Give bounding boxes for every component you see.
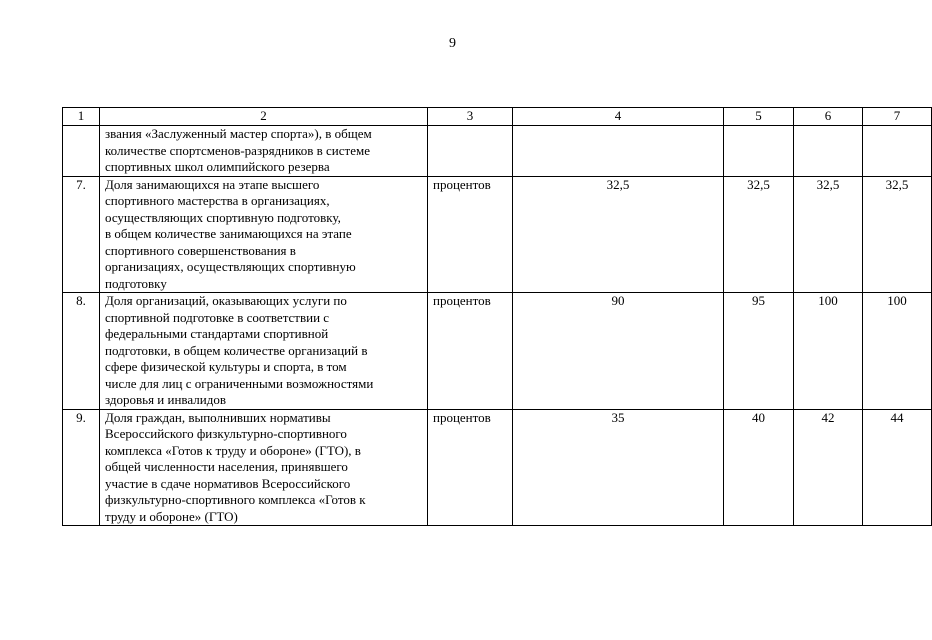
- indicator-name-line: спортивного мастерства в организациях,: [105, 193, 330, 208]
- value-col7: 100: [863, 293, 932, 410]
- indicator-name-line: общей численности населения, принявшего: [105, 459, 348, 474]
- indicator-name-line: числе для лиц с ограниченными возможностями: [105, 375, 374, 391]
- column-header-5: 5: [724, 108, 794, 126]
- header-row: [63, 108, 932, 126]
- value-col4: 90: [513, 293, 724, 410]
- indicator-name-line: осуществляющих спортивную подготовку,: [105, 209, 341, 225]
- value-col6: 100: [794, 293, 863, 410]
- page-number: 9: [449, 36, 456, 51]
- indicator-name: [100, 293, 428, 410]
- indicator-name-line: Доля организаций, оказывающих услуги по: [105, 293, 347, 308]
- indicator-name-line: в общем количестве занимающихся на этапе: [105, 226, 352, 241]
- column-header-7: 7: [863, 108, 932, 126]
- indicator-name-line: спортивного совершенствования в: [105, 242, 296, 258]
- unit-cell: [428, 126, 513, 177]
- indicator-name-line: комплекса «Готов к труду и обороне» (ГТО), в: [105, 442, 361, 458]
- unit-cell: процентов: [428, 409, 513, 526]
- value-col7: 44: [863, 409, 932, 526]
- value-col5: 40: [724, 409, 794, 526]
- column-header-3: 3: [428, 108, 513, 126]
- table-row: [63, 293, 932, 410]
- value-col7: [863, 126, 932, 177]
- row-number: [63, 126, 100, 177]
- indicator-name: [100, 176, 428, 293]
- table-row: [63, 176, 932, 293]
- row-number: 7.: [63, 176, 100, 293]
- value-col5: [724, 126, 794, 177]
- value-col4: [513, 126, 724, 177]
- table-row: [63, 126, 932, 177]
- value-col4: 32,5: [513, 176, 724, 293]
- value-col4: 35: [513, 409, 724, 526]
- indicator-name-line: звания «Заслуженный мастер спорта»), в общем: [105, 126, 372, 141]
- unit-cell: процентов: [428, 293, 513, 410]
- value-col6: [794, 126, 863, 177]
- indicators-table: [62, 107, 932, 526]
- table-row: [63, 409, 932, 526]
- value-col5: 32,5: [724, 176, 794, 293]
- column-header-4: 4: [513, 108, 724, 126]
- indicator-name-line: количестве спортсменов-разрядников в системе: [105, 142, 370, 158]
- value-col6: 32,5: [794, 176, 863, 293]
- indicator-name-line: здоровья и инвалидов: [105, 392, 226, 407]
- column-header-2: 2: [100, 108, 428, 126]
- value-col6: 42: [794, 409, 863, 526]
- indicator-name: [100, 126, 428, 177]
- value-col7: 32,5: [863, 176, 932, 293]
- column-header-6: 6: [794, 108, 863, 126]
- indicator-name-line: подготовки, в общем количестве организаций в: [105, 342, 368, 358]
- indicator-name-line: спортивных школ олимпийского резерва: [105, 159, 330, 174]
- indicator-name-line: спортивной подготовке в соответствии с: [105, 309, 330, 325]
- indicator-name-line: Всероссийского физкультурно-спортивного: [105, 426, 347, 441]
- indicator-name-line: организациях, осуществляющих спортивную: [105, 259, 356, 274]
- indicator-name-line: подготовку: [105, 275, 167, 291]
- indicator-name: [100, 409, 428, 526]
- indicator-name-line: Доля занимающихся на этапе высшего: [105, 176, 320, 192]
- indicator-name-line: сфере физической культуры и спорта, в том: [105, 359, 347, 374]
- row-number: 8.: [63, 293, 100, 410]
- indicator-name-line: федеральными стандартами спортивной: [105, 326, 329, 341]
- indicator-name-line: труду и обороне» (ГТО): [105, 508, 238, 524]
- indicator-name-line: физкультурно-спортивного комплекса «Готов к: [105, 492, 366, 507]
- unit-cell: процентов: [428, 176, 513, 293]
- value-col5: 95: [724, 293, 794, 410]
- indicator-name-line: Доля граждан, выполнивших нормативы: [105, 409, 331, 425]
- column-header-1: 1: [63, 108, 100, 126]
- row-number: 9.: [63, 409, 100, 526]
- indicator-name-line: участие в сдаче нормативов Всероссийского: [105, 475, 351, 491]
